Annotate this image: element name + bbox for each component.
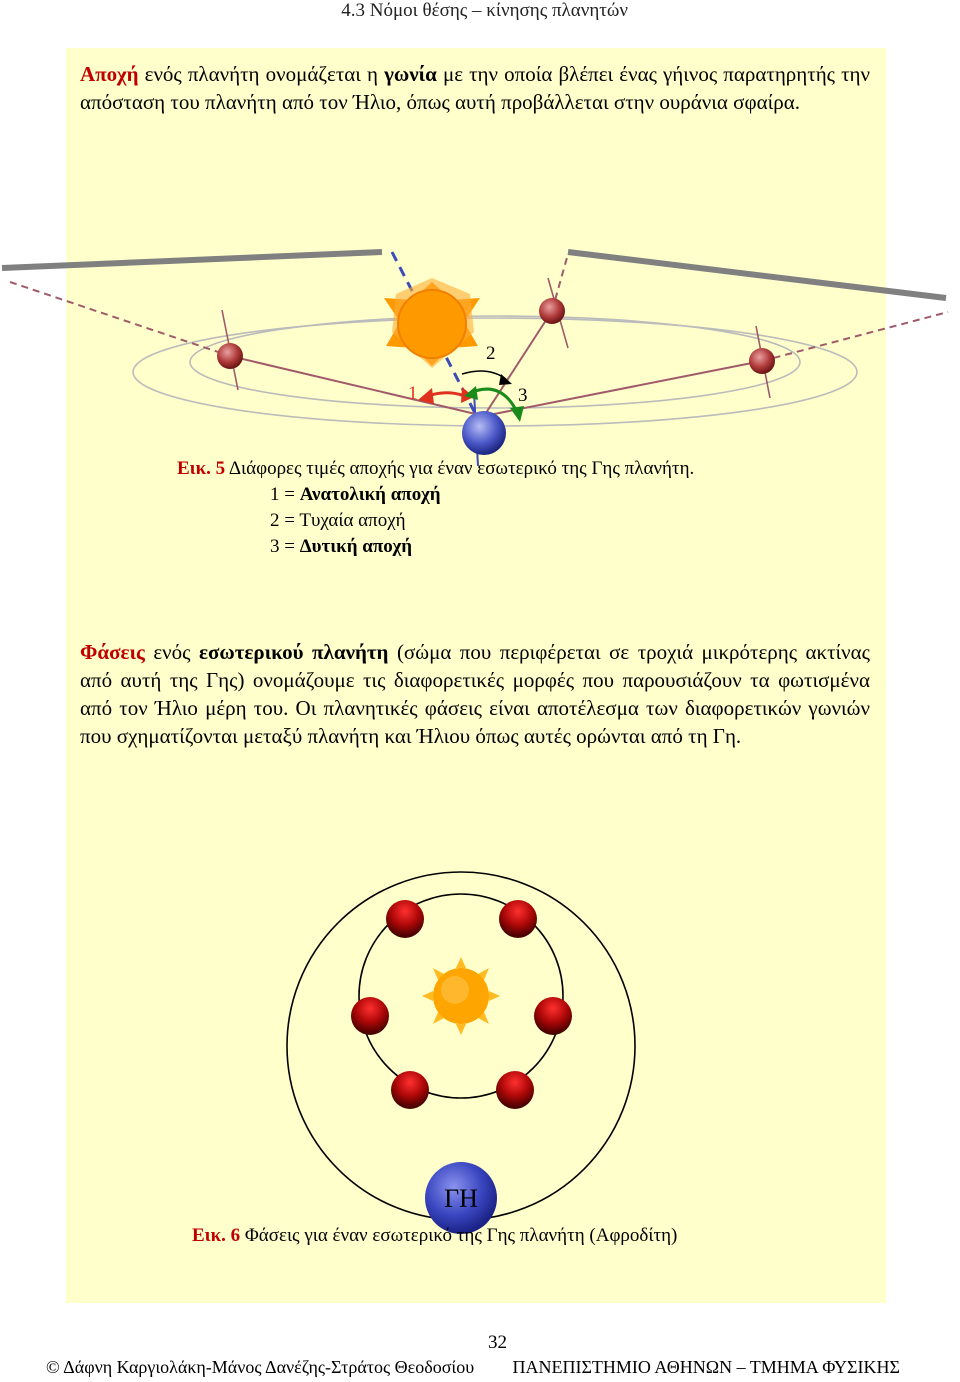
running-header: 4.3 Νόμοι θέσης – κίνησης πλανητών: [341, 0, 628, 21]
paragraph-elongation: Αποχή ενός πλανήτη ονομάζεται η γωνία με την οποία βλέπει ένας γήινος παρατηρητής την απόσταση του πλανήτη από τον Ήλιο, όπως αυτή προβάλλεται στην ουράνια σφαίρα.: [80, 62, 870, 114]
planet-phase-5: [391, 1071, 429, 1109]
sun-icon: [422, 957, 500, 1035]
footer-authors: © Δάφνη Καργιολάκη-Μάνος Δανέζης-Στράτος Θεοδοσίου: [46, 1357, 475, 1377]
angle-label-1: 1: [408, 383, 418, 404]
angle-label-2: 2: [486, 343, 496, 364]
planet-phase-2: [499, 900, 537, 938]
figure-6-caption: Εικ. 6 Φάσεις για έναν εσωτερικό της Γης πλανήτη (Αφροδίτη): [192, 1225, 678, 1246]
outer-orbit: [133, 318, 857, 426]
planet-phase-4: [534, 997, 572, 1035]
legend-west: 3 = Δυτική αποχή: [270, 536, 413, 557]
term-elongation: Αποχή: [80, 62, 139, 86]
angle-label-3: 3: [518, 385, 528, 406]
figure-6-phases-diagram: [0, 818, 960, 1238]
paragraph-phases: Φάσεις ενός εσωτερικού πλανήτη (σώμα που περιφέρεται σε τροχιά μικρότερης ακτίνας από αυτή της Γης) ονομάζουμε τις διαφορετικές μορφές που παρουσιάζουν τα φωτισμένα από τον Ήλιο μέρη του. Οι πλανητικές φάσεις είναι αποτέλεσμα των διαφορετικών γωνιών που σχηματίζονται μεταξύ πλανήτη και Ήλιου όπως αυτές ορώνται από τη Γη.: [80, 640, 870, 748]
page-number: 32: [488, 1332, 507, 1353]
sightlines: [230, 311, 762, 416]
term-phases: Φάσεις: [80, 640, 145, 664]
angle-arrow-random: [462, 371, 512, 385]
earth-label: ΓΗ: [444, 1184, 478, 1213]
footer: [46, 1357, 900, 1378]
earth-icon: [462, 392, 506, 466]
planet-top-icon: [539, 278, 568, 348]
planet-left-icon: [217, 310, 243, 390]
footer-institution: ΠΑΝΕΠΙΣΤΗΜΙΟ ΑΘΗΝΩΝ – ΤΜΗΜΑ ΦΥΣΙΚΗΣ: [512, 1357, 900, 1377]
planet-phase-6: [496, 1071, 534, 1109]
planet-phase-1: [386, 900, 424, 938]
figure-5-elongation-diagram: [0, 198, 960, 468]
figure-5-caption: Εικ. 5 Διάφορες τιμές αποχής για έναν εσωτερικό της Γης πλανήτη.: [177, 458, 695, 479]
sun-icon: [384, 278, 480, 368]
celestial-sphere-lines: [2, 252, 946, 298]
legend-random: 2 = Τυχαία αποχή: [270, 510, 406, 531]
content-panel: [66, 48, 886, 1303]
planet-phase-3: [351, 997, 389, 1035]
legend-east: 1 = Ανατολική αποχή: [270, 484, 441, 505]
